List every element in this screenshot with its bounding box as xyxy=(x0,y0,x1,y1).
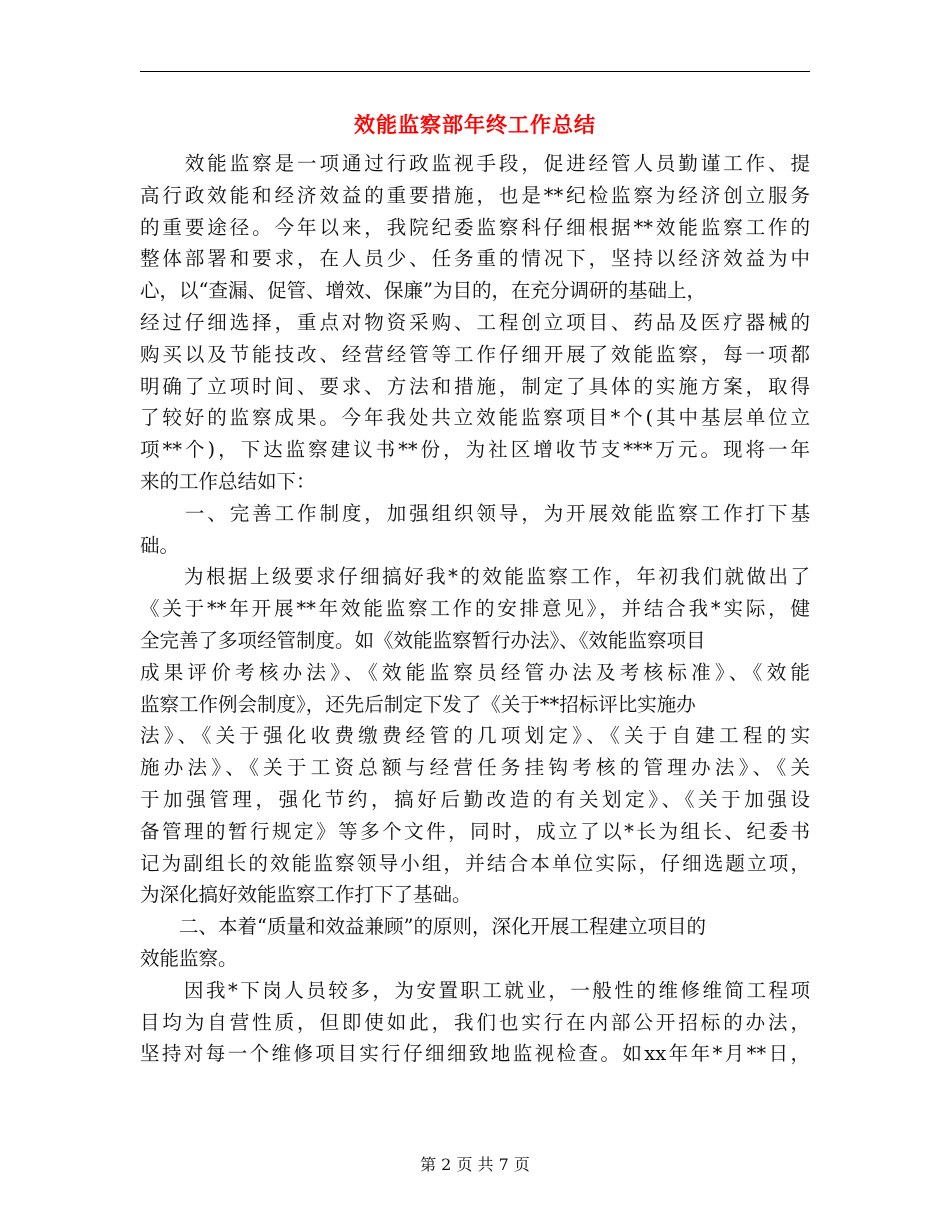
page-number-label: 第 2 页 共 7 页 xyxy=(420,1155,530,1174)
body-line: 《关于**年开展**年效能监察工作的安排意见》，并结合我*实际，健 xyxy=(140,597,810,621)
body-line: 记为副组长的效能监察领导小组，并结合本单位实际，仔细选题立项， xyxy=(140,851,810,875)
body-line: 法》、《关于强化收费缴费经管的几项划定》、《关于自建工程的实 xyxy=(140,724,810,748)
body-line: 效能监察。 xyxy=(140,946,238,970)
header-rule xyxy=(140,71,810,72)
body-line: 成果评价考核办法》、《效能监察员经管办法及考核标准》、《效能 xyxy=(140,660,810,684)
body-line: 的重要途径。今年以来，我院纪委监察科仔细根据**效能监察工作的 xyxy=(140,215,810,239)
body-line: 于加强管理，强化节约，搞好后勤改造的有关划定》、《关于加强设 xyxy=(140,787,810,811)
body-line: 高行政效能和经济效益的重要措施，也是**纪检监察为经济创立服务 xyxy=(140,183,810,207)
body-line: 为根据上级要求仔细搞好我*的效能监察工作，年初我们就做出了 xyxy=(140,565,810,589)
body-line: 经过仔细选择，重点对物资采购、工程创立项目、药品及医疗器械的 xyxy=(140,310,810,334)
body-line: 为深化搞好效能监察工作打下了基础。 xyxy=(140,883,472,907)
body-line: 心，以“查漏、促管、增效、保廉”为目的，在充分调研的基础上， xyxy=(140,279,706,303)
body-line: 础。 xyxy=(140,533,180,557)
body-line: 施办法》、《关于工资总额与经营任务挂钩考核的管理办法》、《关 xyxy=(140,756,810,780)
body-line: 整体部署和要求，在人员少、任务重的情况下，坚持以经济效益为中 xyxy=(140,247,810,271)
body-line: 来的工作总结如下： xyxy=(140,469,316,493)
page-footer xyxy=(0,1154,950,1176)
body-line: 购买以及节能技改、经营经管等工作仔细开展了效能监察，每一项都 xyxy=(140,342,810,366)
body-line: 项**个)，下达监察建议书**份，为社区增收节支***万元。现将一年 xyxy=(140,438,810,462)
body-line: 全完善了多项经管制度。如《效能监察暂行办法》、《效能监察项目 xyxy=(140,628,706,652)
body-line: 明确了立项时间、要求、方法和措施，制定了具体的实施方案，取得 xyxy=(140,374,810,398)
body-line: 坚持对每一个维修项目实行仔细细致地监视检查。如xx年年*月**日， xyxy=(140,1042,810,1066)
body-line: 二、本着“质量和效益兼顾”的原则，深化开展工程建立项目的 xyxy=(140,915,706,939)
document-title: 效能监察部年终工作总结 xyxy=(354,112,596,137)
body-line: 监察工作例会制度》，还先后制定下发了《关于**招标评比实施办 xyxy=(140,692,696,716)
body-line: 了较好的监察成果。今年我处共立效能监察项目*个(其中基层单位立 xyxy=(140,406,810,430)
document-body xyxy=(140,148,810,1070)
body-line: 备管理的暂行规定》等多个文件，同时，成立了以*长为组长、纪委书 xyxy=(140,819,810,843)
body-line: 一、完善工作制度，加强组织领导，为开展效能监察工作打下基 xyxy=(140,501,810,525)
body-line: 因我*下岗人员较多，为安置职工就业，一般性的维修维简工程项 xyxy=(140,978,810,1002)
body-line: 效能监察是一项通过行政监视手段，促进经管人员勤谨工作、提 xyxy=(140,152,810,175)
body-line: 目均为自营性质，但即使如此，我们也实行在内部公开招标的办法， xyxy=(140,1010,810,1034)
